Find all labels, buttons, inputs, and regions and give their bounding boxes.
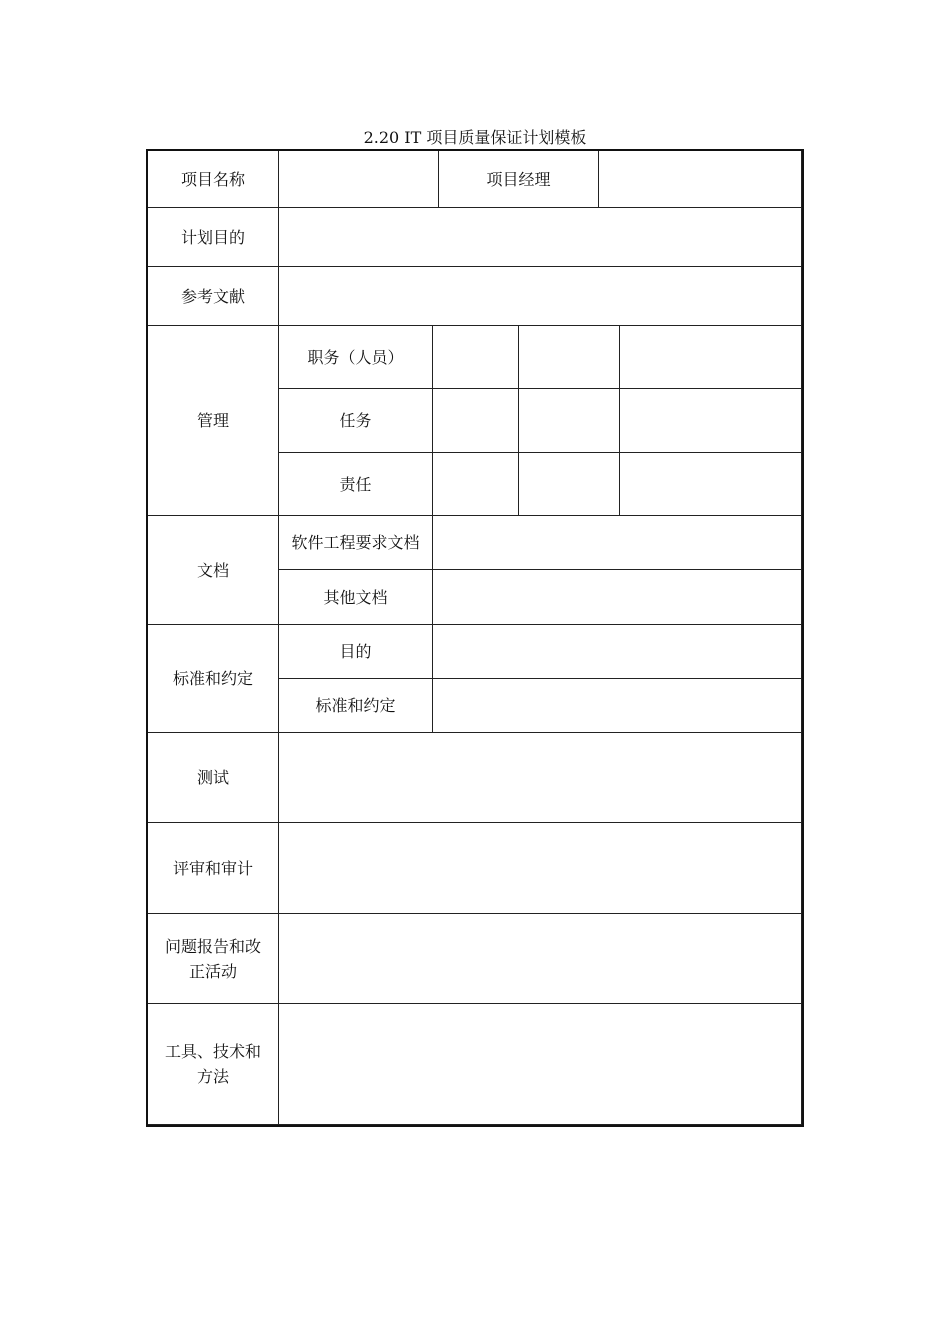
- problem-report-field[interactable]: [278, 913, 802, 1004]
- document-title: 2.20 IT 项目质量保证计划模板: [363, 128, 587, 147]
- project-manager-field[interactable]: [598, 150, 802, 208]
- label-project-name: 项目名称: [147, 150, 279, 208]
- tools-field[interactable]: [278, 1003, 802, 1125]
- label-purpose: 目的: [278, 624, 433, 679]
- label-documents: 文档: [147, 515, 279, 625]
- responsibility-field-2[interactable]: [518, 452, 620, 516]
- label-problem-report: 问题报告和改正活动: [147, 913, 279, 1004]
- references-field[interactable]: [278, 266, 802, 326]
- label-role: 职务（人员）: [278, 325, 433, 389]
- label-plan-purpose: 计划目的: [147, 207, 279, 267]
- label-project-manager: 项目经理: [438, 150, 599, 208]
- role-field-1[interactable]: [432, 325, 519, 389]
- task-field-3[interactable]: [619, 388, 802, 453]
- label-standards-sub: 标准和约定: [278, 678, 433, 733]
- task-field-2[interactable]: [518, 388, 620, 453]
- review-audit-field[interactable]: [278, 822, 802, 914]
- label-review-audit: 评审和审计: [147, 822, 279, 914]
- testing-field[interactable]: [278, 732, 802, 823]
- project-name-field[interactable]: [278, 150, 439, 208]
- label-testing: 测试: [147, 732, 279, 823]
- responsibility-field-1[interactable]: [432, 452, 519, 516]
- label-standards: 标准和约定: [147, 624, 279, 733]
- label-references: 参考文献: [147, 266, 279, 326]
- label-responsibility: 责任: [278, 452, 433, 516]
- task-field-1[interactable]: [432, 388, 519, 453]
- label-other-docs: 其他文档: [278, 569, 433, 625]
- role-field-2[interactable]: [518, 325, 620, 389]
- srs-doc-field[interactable]: [432, 515, 802, 570]
- label-management: 管理: [147, 325, 279, 516]
- label-srs-doc: 软件工程要求文档: [278, 515, 433, 570]
- standards-field[interactable]: [432, 678, 802, 733]
- label-task: 任务: [278, 388, 433, 453]
- other-docs-field[interactable]: [432, 569, 802, 625]
- plan-purpose-field[interactable]: [278, 207, 802, 267]
- responsibility-field-3[interactable]: [619, 452, 802, 516]
- purpose-field[interactable]: [432, 624, 802, 679]
- role-field-3[interactable]: [619, 325, 802, 389]
- label-tools: 工具、技术和方法: [147, 1003, 279, 1125]
